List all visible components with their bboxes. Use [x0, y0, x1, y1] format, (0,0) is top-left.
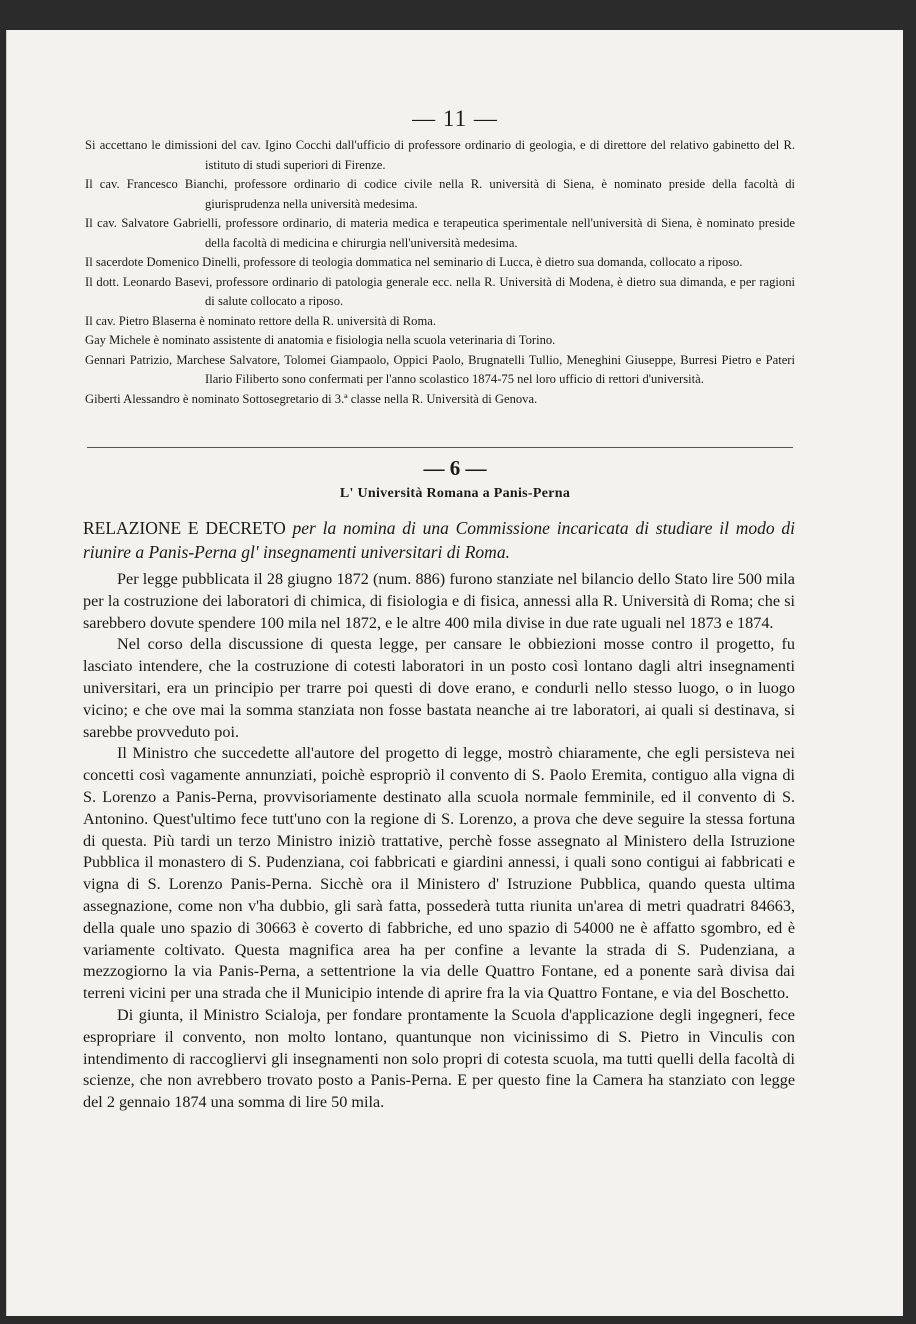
appointments-list: [85, 136, 795, 409]
notice-item: Il dott. Leonardo Basevi, professore ordinario di patologia generale ecc. nella R. Università di Modena, è dietro sua dimanda, e per ragioni di salute collocato a riposo.: [85, 274, 795, 308]
report-heading-caps: RELAZIONE E DECRETO: [83, 518, 286, 538]
notice-item: Gay Michele è nominato assistente di anatomia e fisiologia nella scuola veterinaria di Torino.: [85, 333, 556, 347]
body-paragraph: Nel corso della discussione di questa legge, per cansare le obbiezioni mosse contro il progetto, fu lasciato intendere, che la costruzione di cotesti laboratori in un posto così lontano dagli altri insegnamenti universitari, era un principio per trarre poi questi di dove erano, e condurli nello stesso luogo, o in luogo vicino; e che ove mai la somma stanziata non fosse bastata neanche ai tre laboratori, ai quali si destinava, si sarebbe provveduto poi.: [83, 635, 795, 741]
notice-item: Il sacerdote Domenico Dinelli, professore di teologia dommatica nel seminario di Lucca, è dietro sua domanda, collocato a riposo.: [85, 255, 743, 269]
notice-item: Il cav. Salvatore Gabrielli, professore ordinario, di materia medica e terapeutica sperimentale nell'università di Siena, è nominato preside della facoltà di medicina e chirurgia nell'università medesima.: [85, 216, 795, 250]
section-number: — 6 —: [423, 456, 487, 480]
document-page: [6, 30, 903, 1316]
body-paragraph: Di giunta, il Ministro Scialoja, per fondare prontamente la Scuola d'applicazione degli ingegneri, fece espropriare il convento, non molto lontano, quantunque non vicinissimo di S. Pietro in Vinculis con intendimento di raccogliervi gli insegnamenti non solo propri di cotesta scuola, ma tutti quelli della facoltà di scienze, che non avrebbero trovato posto a Panis-Perna. E per questo fine la Camera ha stanziato con legge del 2 gennaio 1874 una somma di lire 50 mila.: [83, 1005, 795, 1112]
body-paragraph: Per legge pubblicata il 28 giugno 1872 (num. 886) furono stanziate nel bilancio dello Stato lire 500 mila per la costruzione dei laboratori di chimica, di fisiologia e di fisica, annessi alla R. Università di Roma; che si sarebbero dovute spendere 100 mila nel 1872, e le altre 400 mila divise in due rate uguali nel 1873 e 1874.: [83, 570, 795, 632]
notice-item: Il cav. Francesco Bianchi, professore ordinario di codice civile nella R. università di Siena, è nominato preside della facoltà di giurisprudenza nella università medesima.: [85, 177, 795, 211]
notice-item: Gennari Patrizio, Marchese Salvatore, Tolomei Giampaolo, Oppici Paolo, Brugnatelli Tullio, Meneghini Giuseppe, Burresi Pietro e Pateri Ilario Filiberto sono confermati per l'anno scolastico 1874-75 nel loro ufficio di rettori d'università.: [85, 352, 795, 386]
notice-item: Il cav. Pietro Blaserna è nominato rettore della R. università di Roma.: [85, 313, 437, 328]
notice-item: Si accettano le dimissioni del cav. Igino Cocchi dall'ufficio di professore ordinario di geologia, e di direttore del relativo gabinetto del R. istituto di studi superiori di Firenze.: [85, 138, 795, 172]
page-number: — 11 —: [412, 106, 498, 131]
report-heading-subject: per la nomina di una Commissione incaricata di studiare il modo di riunire a Panis-Perna gl' insegnamenti universitari di Roma.: [83, 518, 795, 562]
section-divider: [87, 447, 793, 448]
notice-item: Giberti Alessandro è nominato Sottosegretario di 3.ª classe nella R. Università di Genova.: [85, 391, 538, 406]
report-heading: [83, 516, 795, 564]
body-paragraph: Il Ministro che succedette all'autore del progetto di legge, mostrò chiaramente, che egli persisteva nei concetti così vagamente annunziati, poichè espropriò il convento di S. Paolo Eremita, contiguo alla vigna di S. Lorenzo a Panis-Perna, provvisoriamente destinato alla scuola normale femminile, ed il convento di S. Antonino. Quest'ultimo fece tutt'uno con la regione di S. Lorenzo, a prova che deve seguire la stessa fortuna di questa. Più tardi un terzo Ministro iniziò trattative, perchè fosse assegnato al Ministero della Istruzione Pubblica il monastero di S. Pudenziana, coi fabbricati e giardini annessi, i quali sono contigui ai fabbricati e vigna di S. Lorenzo Panis-Perna. Sicchè ora il Ministero d' Istruzione Pubblica, quando questa ultima assegnazione, come non v'ha dubbio, gli sarà fatta, possederà tutta riunita un'area di metri quadratri 84663, della quale uno spazio di 30663 è coverto di fabbriche, ed uno spazio di 54000 ne è affatto sgombro, ed è variamente coltivato. Questa magnifica area ha per confine a levante la strada di S. Pudenziana, a mezzogiorno la via Panis-Perna, a settentrione la via delle Quattro Fontane, ed a ponente sarà divisa dai terreni vicini per una strada che il Municipio intende di aprire fra la via Quattro Fontane, e via del Boschetto.: [83, 744, 795, 1003]
report-body: [83, 569, 795, 1114]
section-title: L' Università Romana a Panis-Perna: [339, 486, 571, 501]
